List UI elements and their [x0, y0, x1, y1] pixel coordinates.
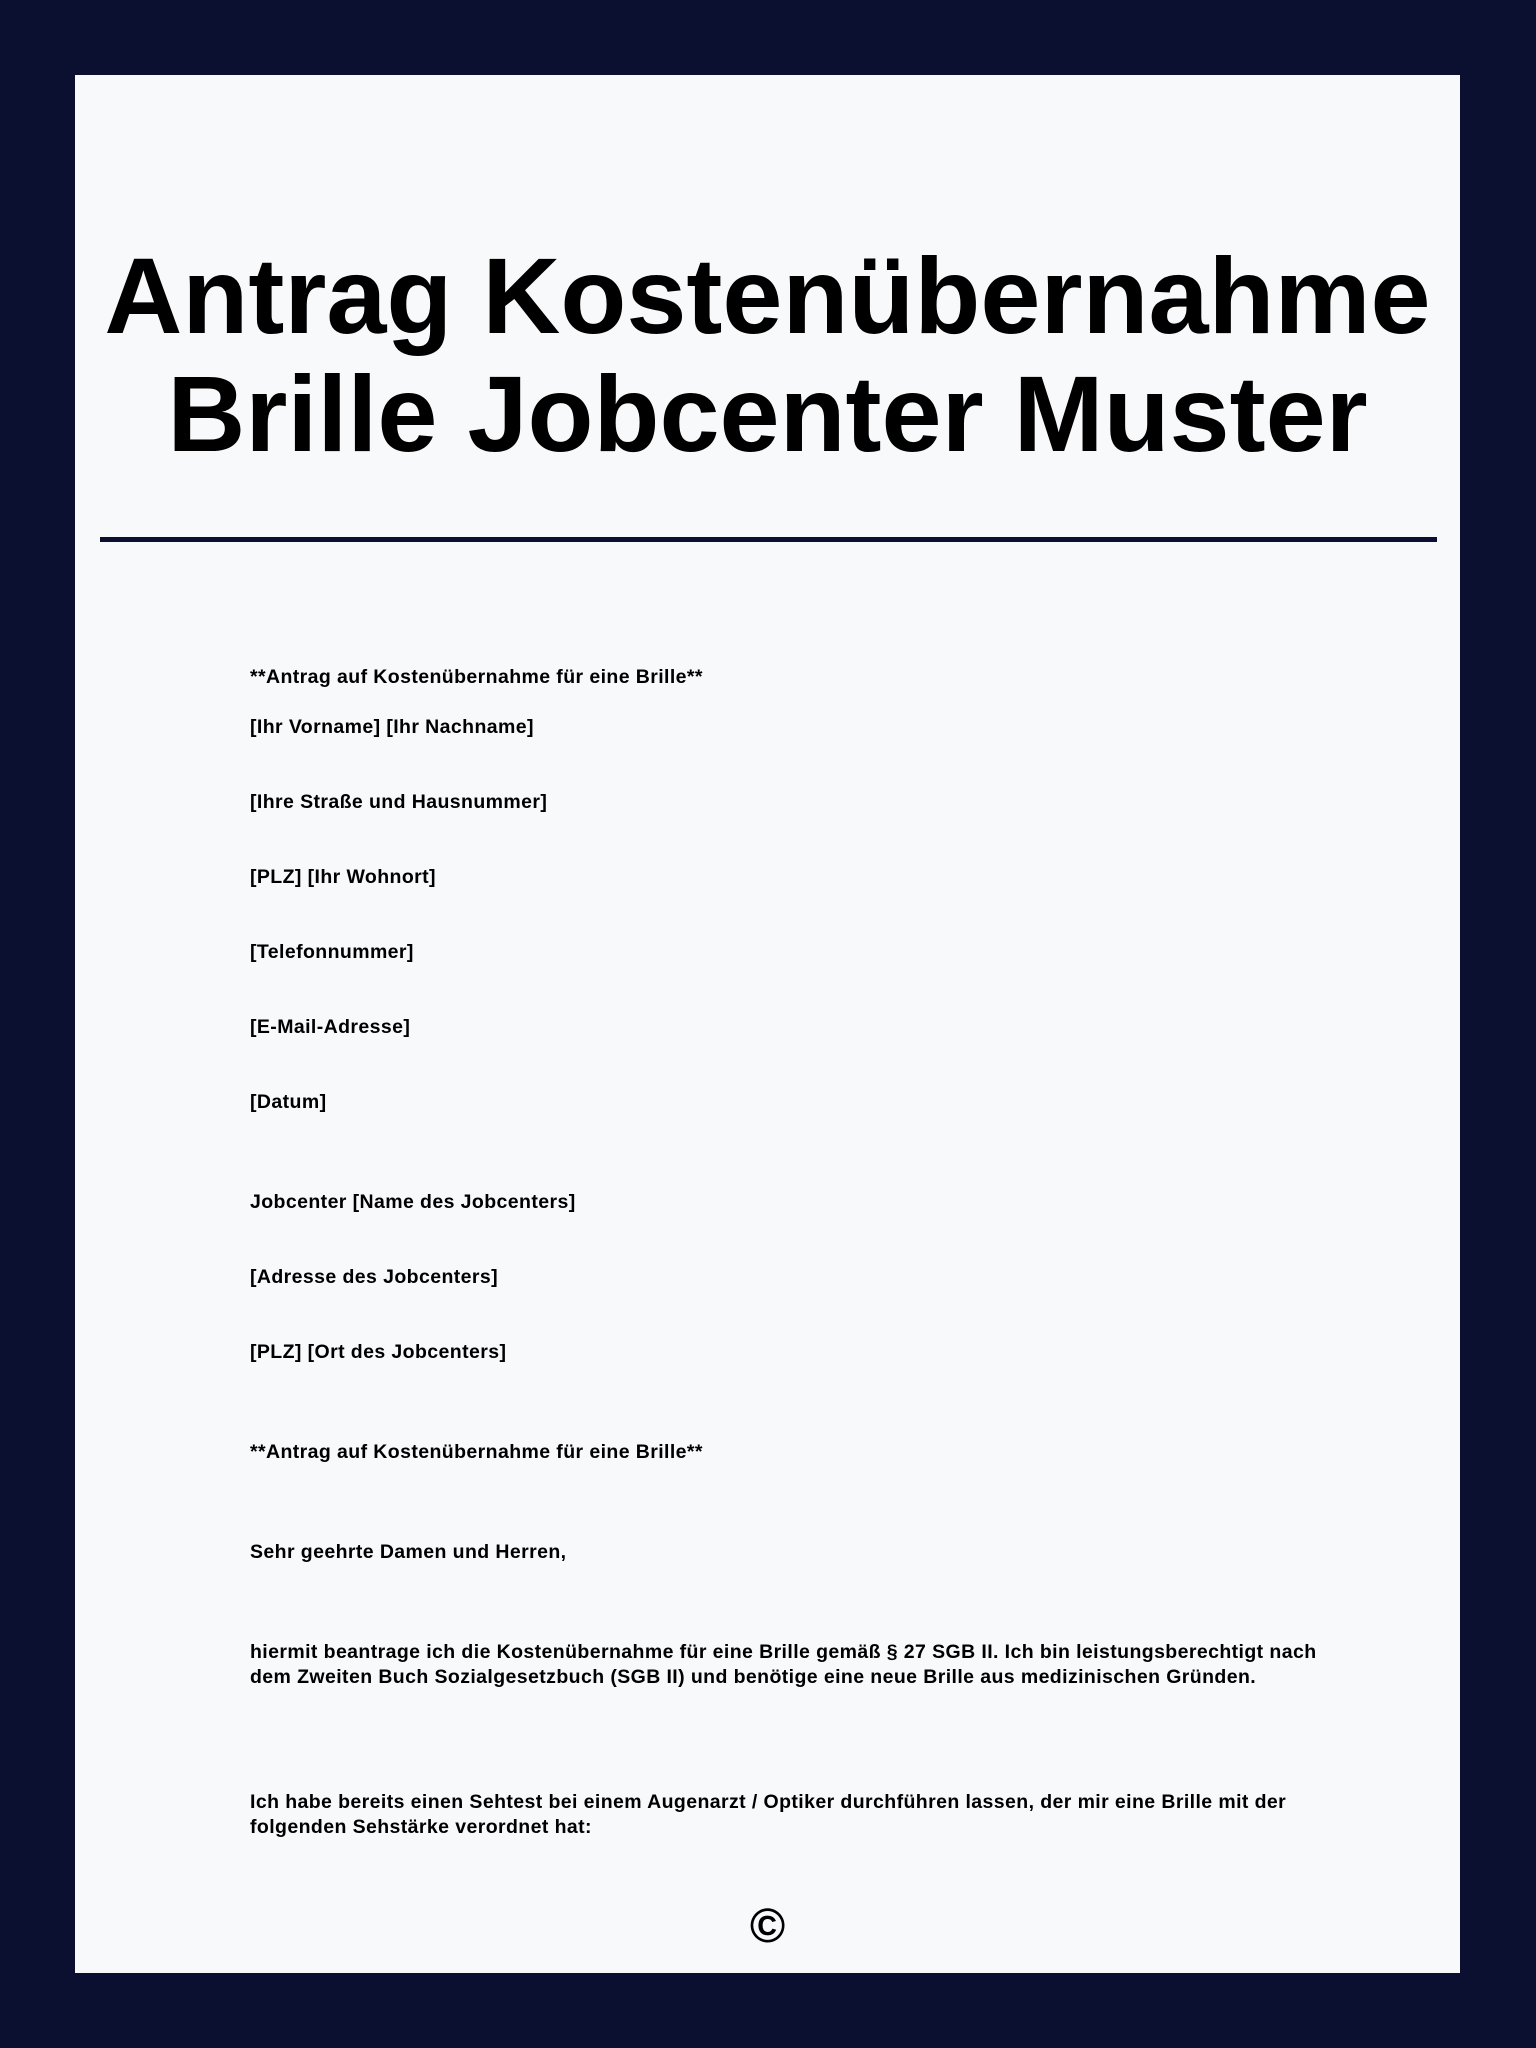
- sender-email: [E-Mail-Adresse]: [250, 1016, 411, 1038]
- sender-city: [PLZ] [Ihr Wohnort]: [250, 866, 436, 888]
- sender-phone: [Telefonnummer]: [250, 941, 414, 963]
- sender-street: [Ihre Straße und Hausnummer]: [250, 791, 548, 813]
- sender-name: [Ihr Vorname] [Ihr Nachname]: [250, 716, 534, 738]
- top-heading: **Antrag auf Kostenübernahme für eine Brille**: [250, 666, 703, 688]
- salutation: Sehr geehrte Damen und Herren,: [250, 1541, 567, 1563]
- recipient-name: Jobcenter [Name des Jobcenters]: [250, 1191, 576, 1213]
- title-block: [75, 75, 1460, 540]
- title-divider: [100, 537, 1437, 542]
- recipient-address: [Adresse des Jobcenters]: [250, 1266, 499, 1288]
- letter-subject: **Antrag auf Kostenübernahme für eine Brille**: [250, 1441, 703, 1463]
- sender-date: [Datum]: [250, 1091, 327, 1113]
- copyright-symbol: ©: [749, 1900, 786, 1953]
- recipient-city: [PLZ] [Ort des Jobcenters]: [250, 1341, 507, 1363]
- document-title: Antrag Kostenübernahme Brille Jobcenter Muster: [104, 235, 1431, 474]
- paragraph-2: Ich habe bereits einen Sehtest bei einem Augenarzt / Optiker durchführen lassen, der mir eine Brille mit der folgenden Sehstärke verordnet hat:: [250, 1791, 1287, 1838]
- paragraph-1: hiermit beantrage ich die Kostenübernahme für eine Brille gemäß § 27 SGB II. Ich bin leistungsberechtigt nach dem Zweiten Buch Sozialgesetzbuch (SGB II) und benötige eine neue Brille aus medizinischen Gründen.: [250, 1641, 1317, 1688]
- document-page: [75, 75, 1460, 1973]
